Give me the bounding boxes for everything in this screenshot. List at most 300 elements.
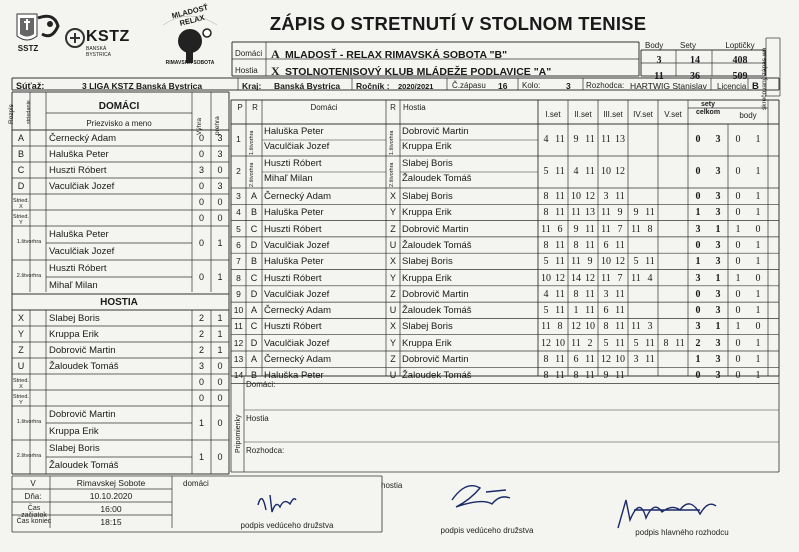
- away-letter: X: [271, 64, 281, 78]
- club-logo-sub: RIMAVSKÁ SOBOTA: [165, 60, 215, 66]
- player-losses: 1: [217, 345, 223, 355]
- set-score: 11: [571, 256, 581, 268]
- match-number: 13: [233, 354, 244, 364]
- sutaz-label: Súťaž:: [16, 81, 45, 91]
- away-player: Slabej Boris: [402, 256, 453, 268]
- v-value: Rimavskej Sobote: [76, 478, 146, 488]
- home-player-2: Mihaľ Milan: [264, 173, 313, 184]
- points-home: 0: [735, 134, 741, 145]
- away-code: U: [389, 239, 397, 250]
- sets-away: 3: [715, 256, 721, 268]
- page-title: ZÁPIS O STRETNUTÍ V STOLNOM TENISE: [269, 13, 647, 34]
- away-player: Dobrovič Martin: [402, 223, 469, 235]
- away-player: Slabej Boris: [402, 321, 453, 333]
- set-score: 9: [617, 207, 623, 219]
- col-lopticky-label: Loptičky: [725, 41, 755, 50]
- player-losses: 0: [217, 393, 223, 403]
- set-score: 11: [585, 305, 595, 317]
- player-code: A: [17, 133, 24, 143]
- set-score: 11: [555, 134, 565, 145]
- set-score: 11: [555, 239, 565, 251]
- away-player: Kruppa Erik: [402, 272, 452, 284]
- match-number: 4: [236, 207, 241, 218]
- set-score: 5: [603, 337, 609, 349]
- home-code: C: [250, 321, 258, 332]
- set-score: 8: [557, 321, 563, 333]
- points-home: 0: [735, 354, 741, 365]
- sets-home: 1: [695, 256, 701, 268]
- set-score: 6: [603, 305, 609, 317]
- sets-away: 1: [715, 272, 721, 284]
- player-wins: 0: [198, 393, 204, 403]
- player-code: Y: [17, 329, 24, 339]
- sets-home: 1: [695, 354, 701, 365]
- doubles-player-1: Huszti Róbert: [49, 263, 107, 274]
- set-score: 11: [601, 272, 611, 284]
- doubles-tag: 2.štvorhra: [389, 162, 395, 187]
- set-score: 9: [587, 256, 593, 268]
- sets-away: 3: [715, 134, 721, 145]
- away-player: Dobrovič Martin: [402, 288, 469, 300]
- set-score: 8: [543, 354, 549, 365]
- prehra-header: prehra: [214, 116, 221, 135]
- sets-home: 2: [695, 337, 701, 349]
- cislo-value: 16: [498, 81, 508, 91]
- player-losses: 0: [217, 361, 223, 371]
- player-wins: 0: [198, 181, 204, 191]
- set-score: 10: [615, 354, 625, 365]
- doubles-code: 1.štvorhra: [16, 239, 42, 245]
- set-score: 3: [647, 321, 653, 333]
- rocnik-label: Ročník :: [356, 81, 390, 91]
- home-player: Huszti Róbert: [264, 223, 322, 235]
- set-score: 8: [543, 191, 549, 202]
- set-score: 11: [615, 288, 625, 300]
- doubles-losses: 1: [217, 238, 223, 248]
- set-score: 11: [555, 166, 565, 177]
- sets-home: 0: [695, 288, 701, 300]
- set-score: 11: [615, 191, 625, 202]
- match-number: 6: [236, 239, 241, 250]
- set-score: 9: [633, 207, 639, 219]
- club-logo: [155, 3, 225, 69]
- set-score: 11: [631, 272, 641, 284]
- set-score: 9: [603, 370, 609, 382]
- set-score: 12: [615, 256, 625, 268]
- points-away: 1: [755, 337, 761, 349]
- player-wins: 0: [198, 213, 204, 223]
- set-score: 11: [585, 239, 595, 251]
- set-score: 11: [601, 207, 611, 219]
- doubles-wins: 0: [198, 238, 204, 248]
- player-losses: 0: [217, 213, 223, 223]
- away-player: Kruppa Erik: [402, 207, 452, 219]
- set-score: 8: [663, 337, 669, 349]
- doubles-player-2: Mihaľ Milan: [49, 280, 98, 291]
- match-number: 14: [233, 370, 244, 381]
- club-logo-text: MLADOSŤ RELAX: [170, 2, 209, 28]
- set-score: 11: [555, 256, 565, 268]
- kolo-value: 3: [566, 81, 571, 91]
- sstz-text: SSTZ: [17, 44, 39, 53]
- set-score: 11: [615, 305, 625, 317]
- home-player: Haluška Peter: [264, 207, 324, 219]
- priezvisko-header: Priezvisko a meno: [86, 119, 152, 128]
- home-player: Huszti Róbert: [264, 321, 322, 333]
- match-number: 12: [233, 337, 244, 348]
- set-score: 12: [615, 166, 625, 177]
- licencia-value: B: [752, 81, 759, 92]
- points-away: 1: [755, 239, 761, 251]
- points-away: 1: [755, 166, 761, 177]
- set-score: 11: [631, 321, 641, 333]
- note-domaci: Domáci:: [246, 380, 276, 389]
- sets-home: 0: [695, 191, 701, 202]
- hdr-r1: R: [252, 103, 258, 112]
- doubles-player-2: Kruppa Erik: [49, 426, 99, 437]
- doubles-code: 1.štvorhra: [16, 419, 42, 425]
- set-score: 1: [573, 305, 579, 317]
- match-number: 8: [236, 272, 241, 283]
- home-code: D: [250, 288, 258, 299]
- sets-away: 3: [715, 370, 721, 382]
- zac-label: Čas začiatok: [21, 505, 47, 519]
- home-code: B: [250, 370, 257, 381]
- doubles-tag: 1.štvorhra: [249, 130, 255, 155]
- sets-home: 0: [695, 166, 701, 177]
- away-code: X: [389, 256, 396, 267]
- rozhodca-label: Rozhodca:: [586, 81, 625, 90]
- points-home: 0: [735, 256, 741, 268]
- sets-home: 3: [695, 223, 701, 235]
- away-code: Z: [390, 223, 396, 234]
- set-score: 10: [541, 272, 551, 284]
- home-code: C: [250, 272, 258, 283]
- set-score: 6: [573, 354, 579, 365]
- home-code: B: [250, 207, 257, 218]
- set-score: 12: [585, 272, 595, 284]
- points-home: 0: [735, 191, 741, 202]
- dna-label: Dňa:: [24, 492, 42, 501]
- kraj-label: Kraj:: [242, 81, 262, 91]
- set-score: 11: [585, 134, 595, 145]
- set-score: 12: [555, 272, 565, 284]
- player-code: Stried. X: [13, 198, 29, 210]
- set-score: 8: [647, 223, 653, 235]
- set-score: 11: [601, 134, 611, 145]
- away-player-2: Kruppa Erik: [402, 141, 452, 152]
- player-wins: 0: [198, 149, 204, 159]
- doubles-wins: 0: [198, 272, 204, 282]
- player-name: Haluška Peter: [49, 149, 109, 160]
- away-player: Kruppa Erik: [402, 337, 452, 349]
- sig-home-caption: podpis vedúceho družstva: [240, 521, 334, 530]
- home-player-1: Haluška Peter: [264, 126, 324, 137]
- away-team-name: STOLNOTENISOVÝ KLUB MLÁDEŽE PODLAVICE "A": [285, 66, 552, 78]
- set-score: 8: [573, 370, 579, 382]
- away-sety: 36: [690, 71, 700, 82]
- v-label: V: [30, 479, 36, 488]
- sig-domaci-label: domáci: [183, 479, 209, 488]
- sets-home: 0: [695, 239, 701, 251]
- vyhra-header: Výhra: [196, 118, 203, 135]
- kstz-subtext: BANSKÁ BYSTRICA: [86, 46, 112, 58]
- hdr-body: body: [739, 111, 757, 120]
- home-code: D: [250, 337, 258, 348]
- doubles-player-1: Slabej Boris: [49, 443, 100, 454]
- away-player: Žaloudek Tomáš: [402, 305, 472, 317]
- player-name: Černecký Adam: [49, 133, 117, 144]
- set-score: 9: [573, 134, 579, 145]
- home-player: Vaculčiak Jozef: [264, 288, 330, 300]
- dna-value: 10.10.2020: [89, 491, 133, 501]
- home-code: A: [250, 354, 257, 364]
- set-score: 8: [543, 239, 549, 251]
- set-score: 8: [573, 288, 579, 300]
- match-number: 2: [236, 166, 241, 176]
- player-losses: 3: [217, 149, 223, 159]
- set-score: 9: [573, 223, 579, 235]
- points-away: 0: [755, 272, 761, 284]
- match-number: 7: [236, 256, 241, 267]
- player-losses: 0: [217, 377, 223, 387]
- set-score: 10: [601, 256, 611, 268]
- away-code: Y: [389, 272, 396, 283]
- home-code: B: [250, 256, 257, 267]
- set-score: 4: [543, 134, 549, 145]
- doubles-player-1: Dobrovič Martin: [49, 409, 116, 420]
- set-score: 5: [543, 166, 549, 177]
- set-score: 4: [543, 288, 549, 300]
- home-player: Černecký Adam: [264, 305, 332, 317]
- set-score: 11: [585, 166, 595, 177]
- set-score: 8: [543, 207, 549, 219]
- set-score: 6: [557, 223, 563, 235]
- sig-hostia-label: hostia: [381, 481, 403, 490]
- player-losses: 1: [217, 313, 223, 323]
- hdr-p: P: [237, 103, 243, 112]
- doubles-player-2: Žaloudek Tomáš: [49, 460, 119, 471]
- set-score: 13: [585, 207, 595, 219]
- set-score: 11: [555, 354, 565, 365]
- home-body: 3: [656, 55, 662, 66]
- sets-home: 3: [695, 321, 701, 333]
- set-score: 11: [555, 370, 565, 382]
- points-away: 0: [755, 321, 761, 333]
- points-home: 0: [735, 370, 741, 382]
- set-score: 12: [585, 191, 595, 202]
- player-code: C: [17, 165, 25, 175]
- doubles-losses: 0: [217, 418, 223, 428]
- set-score: 14: [571, 272, 581, 284]
- set-score: 3: [603, 288, 609, 300]
- player-losses: 0: [217, 165, 223, 175]
- sets-away: 1: [715, 321, 721, 333]
- set-score: 11: [675, 337, 685, 349]
- set-score: 11: [645, 337, 655, 349]
- doubles-code: 2.štvorhra: [16, 273, 42, 279]
- sets-away: 3: [715, 239, 721, 251]
- set-score: 13: [615, 134, 625, 145]
- player-name: Dobrovič Martin: [49, 345, 116, 356]
- player-wins: 3: [198, 165, 204, 175]
- away-player-2: Žaloudek Tomáš: [402, 173, 472, 184]
- set-score: 4: [647, 272, 653, 284]
- player-name: Slabej Boris: [49, 313, 100, 324]
- set-score: 11: [585, 354, 595, 365]
- player-name: Huszti Róbert: [49, 165, 107, 176]
- hdr-domaci: Domáci: [310, 103, 338, 112]
- points-home: 0: [735, 305, 741, 317]
- sets-away: 3: [715, 191, 721, 202]
- player-wins: 0: [198, 133, 204, 143]
- doubles-player-2: Vaculčiak Jozef: [49, 246, 115, 257]
- player-losses: 3: [217, 181, 223, 191]
- set-score: 11: [541, 321, 551, 333]
- kstz-text: KSTZ: [86, 28, 130, 45]
- doubles-player-1: Haluška Peter: [49, 229, 109, 240]
- player-code: Stried. X: [13, 378, 29, 390]
- kon-label: Čas koniec: [16, 518, 52, 525]
- home-code: D: [250, 239, 258, 250]
- side-note: skrečovaný zápas wo: [761, 47, 768, 110]
- away-lopticky: 509: [732, 71, 748, 82]
- away-player: Žaloudek Tomáš: [402, 239, 472, 251]
- set-score: 11: [555, 305, 565, 317]
- player-code: B: [17, 149, 24, 159]
- doubles-code: 2.štvorhra: [16, 453, 42, 459]
- set-score: 12: [571, 321, 581, 333]
- set-score: 7: [617, 272, 623, 284]
- sets-home: 0: [695, 134, 701, 145]
- set-score: 5: [543, 305, 549, 317]
- set-score: 5: [543, 256, 549, 268]
- player-name: Žaloudek Tomáš: [49, 361, 119, 372]
- away-player-1: Slabej Boris: [402, 158, 453, 169]
- set-header-4: IV.set: [633, 110, 653, 119]
- set-score: 2: [587, 337, 593, 349]
- player-wins: 2: [198, 313, 204, 323]
- match-number: 1: [236, 134, 241, 144]
- striedanie-header: striedanie: [26, 100, 32, 124]
- points-away: 1: [755, 256, 761, 268]
- set-score: 12: [601, 354, 611, 365]
- sets-away: 3: [715, 288, 721, 300]
- domaci-title: DOMÁCI: [98, 101, 140, 112]
- home-label: Domáci: [235, 49, 263, 58]
- away-code: Z: [390, 288, 396, 299]
- match-number: 10: [233, 305, 244, 316]
- home-player: Huszti Róbert: [264, 272, 322, 284]
- set-score: 12: [541, 337, 551, 349]
- rozhodca-value: HARTWIG Stanislav: [630, 81, 707, 91]
- sets-home: 1: [695, 207, 701, 219]
- points-away: 1: [755, 354, 761, 365]
- points-away: 1: [755, 370, 761, 382]
- points-away: 1: [755, 134, 761, 145]
- set-score: 8: [543, 370, 549, 382]
- set-score: 11: [571, 207, 581, 219]
- player-wins: 0: [198, 377, 204, 387]
- match-number: 11: [234, 321, 243, 332]
- player-code: D: [17, 181, 25, 191]
- sets-home: 0: [695, 305, 701, 317]
- player-wins: 2: [198, 329, 204, 339]
- set-score: 5: [633, 337, 639, 349]
- set-score: 11: [645, 354, 655, 365]
- set-score: 11: [615, 239, 625, 251]
- away-player: Dobrovič Martin: [402, 354, 469, 365]
- points-away: 0: [755, 223, 761, 235]
- points-home: 0: [735, 288, 741, 300]
- set-score: 11: [571, 337, 581, 349]
- set-score: 11: [541, 223, 551, 235]
- home-player-2: Vaculčiak Jozef: [264, 141, 330, 152]
- player-name: Vaculčiak Jozef: [49, 181, 115, 192]
- sets-away: 3: [715, 305, 721, 317]
- match-number: 3: [236, 191, 241, 201]
- set-score: 3: [603, 191, 609, 202]
- set-score: 4: [573, 166, 579, 177]
- sig-ref-caption: podpis hlavného rozhodcu: [635, 528, 729, 537]
- kolo-label: Kolo:: [522, 81, 541, 90]
- note-rozhodca: Rozhodca:: [246, 446, 285, 455]
- doubles-losses: 0: [217, 452, 223, 462]
- set-header-3: III.set: [603, 110, 623, 119]
- home-player: Černecký Adam: [264, 191, 332, 202]
- points-away: 1: [755, 305, 761, 317]
- player-code: Stried. Y: [13, 214, 29, 226]
- points-home: 1: [735, 272, 741, 284]
- kon-value: 18:15: [100, 517, 122, 527]
- points-home: 0: [735, 166, 741, 177]
- hdr-hostia: Hostia: [403, 103, 426, 112]
- player-losses: 1: [217, 329, 223, 339]
- sstz-logo: [14, 10, 62, 56]
- doubles-losses: 1: [217, 272, 223, 282]
- player-code: Z: [18, 345, 24, 355]
- points-home: 0: [735, 207, 741, 219]
- points-home: 0: [735, 337, 741, 349]
- player-name: Kruppa Erik: [49, 329, 99, 340]
- set-score: 11: [615, 321, 625, 333]
- player-wins: 2: [198, 345, 204, 355]
- away-player: Žaloudek Tomáš: [402, 370, 472, 382]
- hostia-title: HOSTIA: [100, 297, 138, 308]
- doubles-wins: 1: [198, 418, 204, 428]
- away-label: Hostia: [235, 66, 258, 75]
- home-player: Haluška Peter: [264, 370, 324, 382]
- doubles-tag: 1.štvorhra: [389, 130, 395, 155]
- hdr-sety-celkom: sety celkom: [695, 101, 721, 116]
- sets-home: 3: [695, 272, 701, 284]
- home-lopticky: 408: [732, 55, 748, 66]
- home-letter: A: [271, 47, 281, 61]
- set-score: 11: [585, 288, 595, 300]
- home-code: C: [250, 223, 258, 234]
- doubles-tag: 2.štvorhra: [249, 162, 255, 187]
- set-score: 10: [555, 337, 565, 349]
- set-score: 11: [585, 370, 595, 382]
- sig-away-caption: podpis vedúceho družstva: [440, 526, 534, 535]
- match-number: 9: [236, 288, 241, 299]
- kstz-logo: [64, 25, 130, 58]
- points-home: 1: [735, 321, 741, 333]
- away-code: U: [389, 370, 397, 381]
- away-code: Z: [390, 354, 396, 364]
- set-score: 11: [615, 370, 625, 382]
- set-score: 8: [603, 321, 609, 333]
